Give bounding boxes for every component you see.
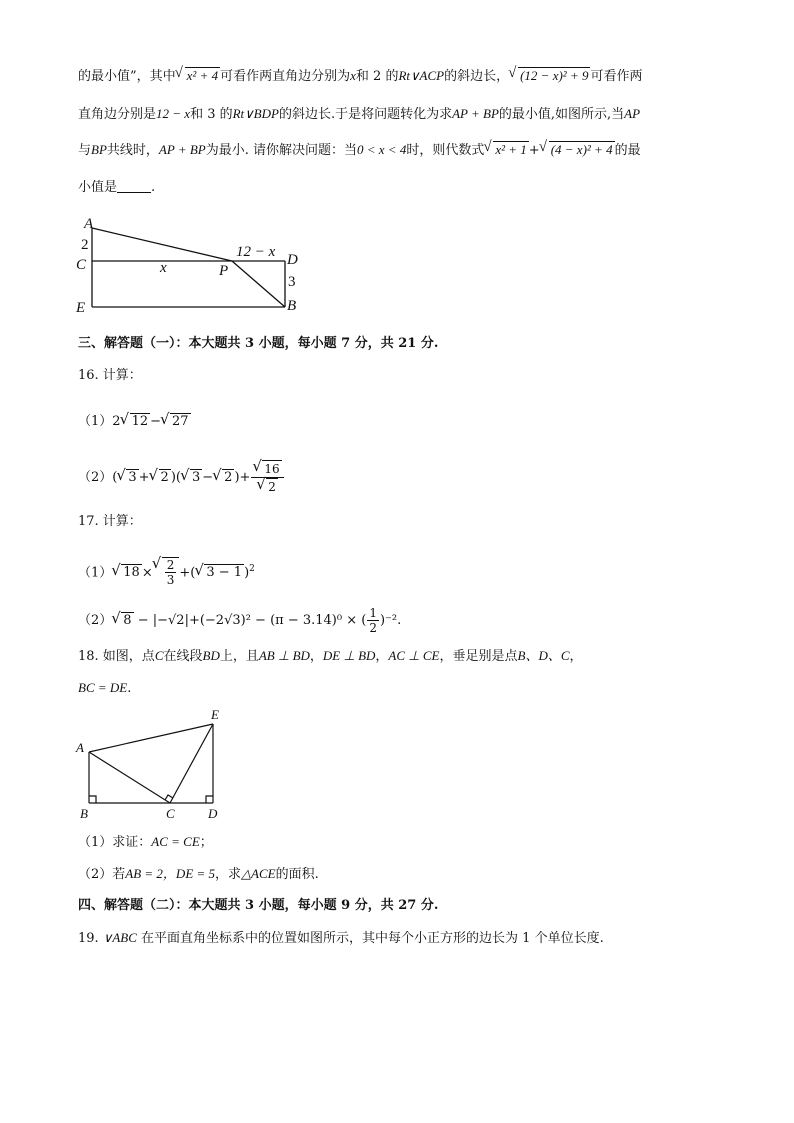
relation: AC ⊥ CE: [388, 648, 440, 663]
text: 在平面直角坐标系中的位置如图所示，其中每个小正方形的边长为 1 个单位长度.: [141, 931, 604, 946]
point-label-C: C: [76, 257, 87, 273]
sqrt-expression: √ 27: [170, 413, 191, 430]
text: 的最小值”，其中: [78, 69, 176, 84]
sqrt-denominator: √ 2: [266, 478, 278, 495]
triangle-label: △ACE: [241, 866, 276, 881]
triangle-label: ∨ABC: [102, 930, 137, 945]
sqrt-fraction: [162, 557, 180, 587]
text: .: [151, 180, 156, 195]
absolute-expression: −√2: [157, 613, 185, 628]
coefficient: 2: [112, 414, 121, 429]
operator: +: [138, 470, 150, 485]
point-label-B: B: [287, 298, 297, 314]
inequality: 0 < x < 4: [357, 142, 407, 157]
sqrt-numerator: √ 16: [262, 460, 281, 477]
sqrt-expression: √ 12: [130, 413, 151, 430]
question-17-part-2: （2）√ 8 − |−√2|+(−2√3)² − (π − 3.14)⁰ × ( $\frac{1}{2}$ )⁻².: [78, 606, 401, 635]
point-label-C: C: [166, 806, 175, 821]
length-label-x: x: [160, 260, 167, 276]
exponent: 2: [249, 564, 255, 574]
sqrt-expression: √ (12 − x)² + 9: [518, 67, 590, 84]
variable: x: [350, 68, 356, 83]
relation: AC = CE: [151, 834, 200, 849]
expression: AP + BP: [452, 106, 499, 121]
text: ，垂足别是点: [439, 649, 518, 664]
segment-label: BP: [91, 142, 107, 157]
operator: −: [150, 414, 162, 429]
text: 可看作两直角边分别为: [220, 69, 351, 84]
question-16-title: 16. 计算：: [78, 368, 142, 383]
point-label-D: D: [208, 806, 218, 821]
text: 和 3 的: [190, 107, 233, 122]
length-label-12-x: 12 − x: [236, 244, 276, 260]
text: 的最: [614, 143, 641, 158]
denominator: 2: [369, 621, 377, 635]
sqrt-expression: √ 8: [121, 612, 133, 629]
text: ，: [309, 649, 323, 664]
text: 在线段: [163, 649, 203, 664]
sqrt-expression: √ 2: [222, 469, 234, 486]
figure-rectangle-ap-bp: [72, 214, 312, 314]
expression: AP + BP: [158, 142, 206, 157]
intro-line-2: [78, 104, 640, 125]
intro-line-1: [78, 66, 642, 87]
expression-end: )⁻².: [379, 613, 402, 628]
section-heading-3: 三、解答题（一）：本大题共 3 小题，每小题 7 分，共 21 分.: [78, 336, 439, 351]
sqrt-expression: √ 18: [121, 564, 142, 581]
part-label: （1）: [78, 565, 113, 581]
operator: +: [528, 143, 540, 158]
segment-label: AP: [624, 106, 641, 121]
operator: +: [179, 565, 191, 581]
triangle-label: Rt∨ACP: [398, 68, 445, 83]
relation: BC = DE: [78, 680, 128, 695]
point-label-A: A: [84, 216, 94, 232]
point-label-A: A: [76, 740, 84, 755]
question-18-part-2: [78, 864, 319, 885]
question-number: 19.: [78, 931, 99, 946]
answer-blank[interactable]: [117, 179, 151, 193]
part-label: （1）求证：: [78, 835, 152, 850]
question-18-line-2: [78, 678, 131, 699]
question-17-part-1: （1）√ 18 × √ $\frac{2}{3}$ +(√ 3 − 1 )$^2$: [78, 556, 255, 587]
point-label-P: P: [219, 263, 229, 279]
part-label: （2）: [78, 470, 113, 485]
point-label-E: E: [76, 300, 86, 314]
question-19: [78, 928, 604, 949]
text: ，求: [215, 867, 242, 882]
text: 直角边分别是: [78, 107, 157, 122]
text: 与: [78, 143, 92, 158]
fraction: [367, 606, 379, 635]
text: 18. 如图，点: [78, 649, 155, 664]
part-label: （2）若: [78, 867, 126, 882]
expression: 12 − x: [156, 106, 191, 121]
text: ，: [375, 649, 389, 664]
text: ；: [199, 835, 213, 850]
text: 上，且: [219, 649, 259, 664]
sqrt-expression: √ x² + 1: [493, 141, 528, 158]
figure-triangle-ace: [72, 706, 232, 821]
text: 的面积.: [275, 867, 319, 882]
point-label-E: E: [211, 707, 219, 722]
question-17-title: 17. 计算：: [78, 514, 142, 529]
text: 为最小. 请你解决问题：当: [205, 143, 357, 158]
given-values: AB = 2，DE = 5: [125, 866, 216, 881]
text: 和 2 的: [355, 69, 399, 84]
numerator: 1: [369, 606, 377, 620]
point-label-D: D: [287, 252, 298, 268]
expression: +(−2√3)² − (π − 3.14)⁰ × (: [188, 613, 367, 628]
fraction: [251, 460, 283, 495]
question-18-line-1: [78, 646, 583, 667]
relation: AB ⊥ BD: [258, 648, 310, 663]
numerator: √ 2: [166, 558, 175, 573]
sqrt-expression: √ 3: [190, 469, 202, 486]
sqrt-expression: √ x² + 4: [185, 67, 220, 84]
question-18-part-1: [78, 832, 213, 853]
text: 共线时，: [106, 143, 159, 158]
text: 可看作两: [590, 69, 643, 84]
relation: DE ⊥ BD: [322, 648, 376, 663]
length-label-3: 3: [288, 274, 296, 290]
text: .: [127, 681, 132, 696]
question-16-part-1: [78, 412, 191, 432]
operator: ×: [141, 565, 153, 581]
sqrt-expression: √ 3 − 1: [204, 564, 244, 581]
part-label: （2）: [78, 613, 113, 628]
sqrt-expression: √ 2: [159, 469, 171, 486]
text: 的最小值,如图所示,当: [498, 107, 625, 122]
points-list: B、D、C: [517, 648, 570, 663]
segment-label: BD: [202, 648, 220, 663]
point-label-B: B: [80, 806, 88, 821]
triangle-label: Rt∨BDP: [232, 106, 279, 121]
point-label: C: [154, 648, 164, 663]
text: 的斜边长.于是将问题转化为求: [278, 107, 453, 122]
denominator: 3: [166, 573, 175, 588]
text: ，: [569, 649, 583, 664]
sqrt-expression: √ (4 − x)² + 4: [549, 141, 615, 158]
sqrt-expression: √ 3: [126, 469, 138, 486]
text: 小值是: [78, 180, 118, 195]
section-heading-4: 四、解答题（二）：本大题共 3 小题，每小题 9 分，共 27 分.: [78, 898, 439, 913]
intro-line-4: [78, 178, 155, 198]
length-label-2: 2: [81, 237, 89, 253]
intro-line-3: [78, 140, 641, 161]
text: 时，则代数式: [406, 143, 485, 158]
text: 的斜边长，: [444, 69, 510, 84]
operator: −: [202, 470, 214, 485]
part-label: （1）: [78, 414, 113, 429]
question-16-part-2: （2）(√ 3 +√ 2 )(√ 3 −√ 2 )+ √ 16 √ 2: [78, 460, 285, 495]
